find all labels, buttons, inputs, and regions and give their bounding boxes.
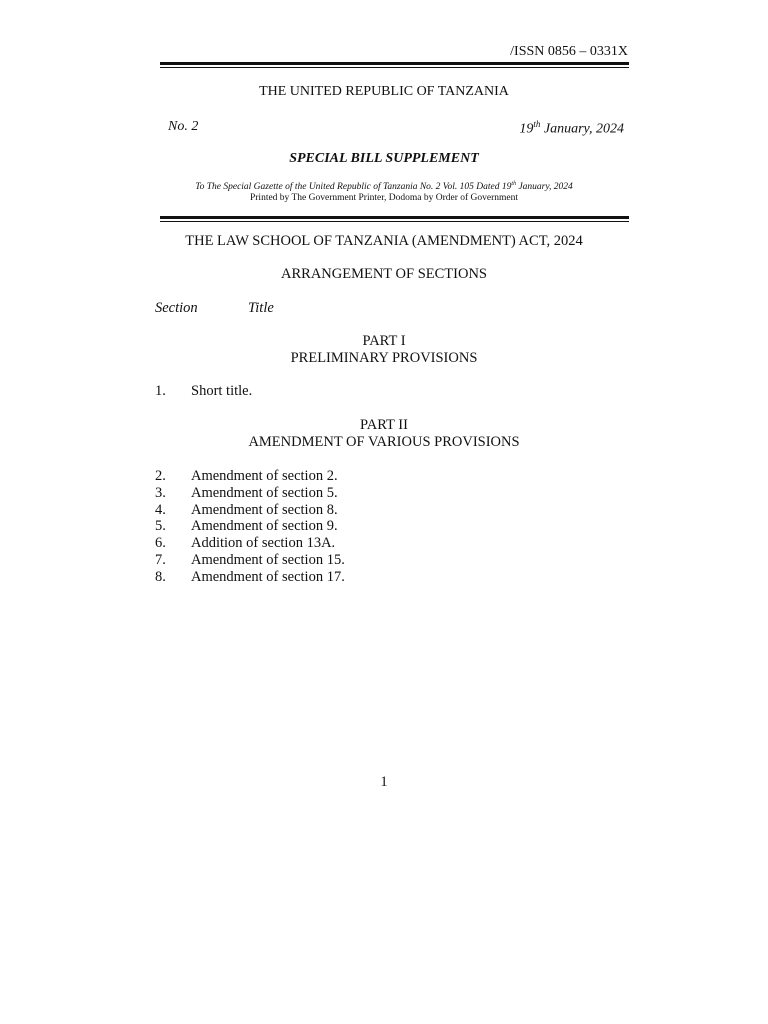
- section-title: Amendment of section 2.: [191, 468, 338, 484]
- part-1-label: PART I: [362, 333, 406, 349]
- gazette-date-rest: January, 2024: [540, 121, 624, 137]
- printed-by-line: Printed by The Government Printer, Dodoma by Order of Government: [249, 193, 519, 203]
- section-title: Amendment of section 8.: [191, 501, 338, 518]
- section-number: 8.: [155, 568, 166, 585]
- section-title: Amendment of section 5.: [191, 484, 338, 501]
- section-title: Addition of section 13A.: [191, 535, 336, 552]
- header-rule-top: [160, 62, 629, 68]
- column-header-section: Section: [155, 300, 198, 316]
- section-number: 5.: [155, 518, 166, 535]
- part-1-name: PRELIMINARY PROVISIONS: [290, 350, 478, 366]
- list-item: [155, 468, 345, 485]
- arrangement-heading: ARRANGEMENT OF SECTIONS: [281, 266, 487, 282]
- section-number: 7.: [155, 551, 166, 568]
- section-title: Short title.: [191, 383, 253, 399]
- list-item: [155, 569, 345, 586]
- column-header-title: Title: [248, 300, 274, 316]
- gazette-date: [519, 119, 624, 138]
- issn-number: /ISSN 0856 – 0331X: [510, 44, 628, 59]
- rule-thin-line: [160, 67, 629, 68]
- to-gazette-sup: th: [511, 181, 517, 187]
- part-2-section-list: [155, 468, 345, 586]
- gazette-date-suffix: th: [533, 119, 541, 129]
- republic-heading: THE UNITED REPUBLIC OF TANZANIA: [259, 84, 509, 99]
- gazette-number: No. 2: [168, 119, 199, 134]
- page-number: 1: [380, 774, 388, 790]
- list-item: [155, 502, 345, 519]
- section-number: 2.: [155, 468, 166, 484]
- section-number: 6.: [155, 535, 166, 552]
- act-title: THE LAW SCHOOL OF TANZANIA (AMENDMENT) ACT, 2024: [185, 233, 583, 249]
- list-item: [155, 383, 252, 400]
- list-item: [155, 518, 345, 535]
- list-item: [155, 552, 345, 569]
- section-number: 3.: [155, 484, 166, 501]
- to-gazette-text-b: January, 2024: [516, 182, 573, 193]
- part-1-section-list: [155, 383, 252, 400]
- rule-thin-line: [160, 221, 629, 222]
- section-number: 4.: [155, 501, 166, 518]
- to-gazette-text-a: To The Special Gazette of the United Republic of Tanzania No. 2 Vol. 105 Dated 19: [195, 182, 512, 193]
- rule-thick-line: [160, 62, 629, 65]
- part-2-label: PART II: [360, 417, 408, 433]
- header-rule-bottom: [160, 216, 629, 222]
- section-title: Amendment of section 15.: [191, 551, 345, 568]
- section-title: Amendment of section 17.: [191, 568, 345, 585]
- list-item: [155, 485, 345, 502]
- gazette-date-day: 19: [519, 121, 534, 137]
- to-gazette-line: [0, 181, 768, 192]
- section-title: Amendment of section 9.: [191, 518, 338, 535]
- part-2-name: AMENDMENT OF VARIOUS PROVISIONS: [248, 434, 520, 450]
- rule-thick-line: [160, 216, 629, 219]
- section-number: 1.: [155, 383, 166, 399]
- list-item: [155, 535, 345, 552]
- supplement-title: SPECIAL BILL SUPPLEMENT: [289, 151, 479, 166]
